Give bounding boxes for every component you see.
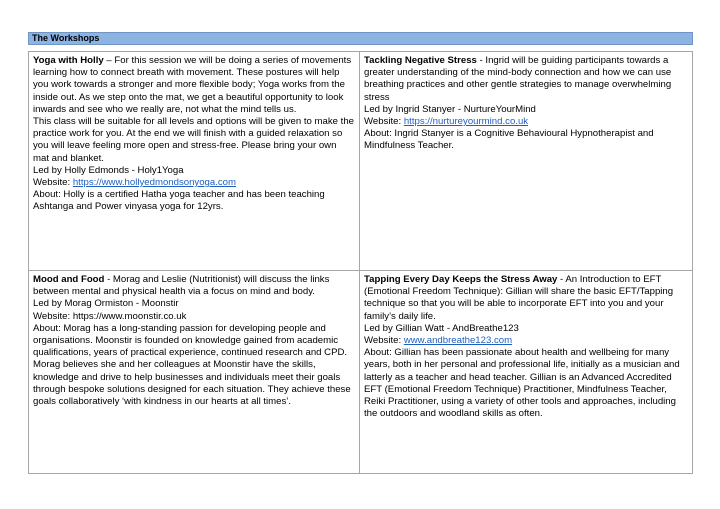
table-row — [29, 52, 693, 271]
workshop-led-by: Led by Holly Edmonds - Holy1Yoga — [33, 164, 184, 176]
workshop-about: About: Ingrid Stanyer is a Cognitive Behavioural Hypnotherapist and Mindfulness Teacher. — [364, 128, 654, 152]
workshop-led-by: Led by Morag Ormiston - Moonstir — [33, 298, 179, 310]
workshop-about: About: Holly is a certified Hatha yoga teacher and has been teaching Ashtanga and Power vinyasa yoga for 12yrs. — [33, 189, 325, 213]
workshop-about: About: Morag has a long-standing passion for developing people and organisations. Moonstir is founded on knowledge gained from academic qualifications, years of practical experience, continued research and CPD. Morag believes she and her colleagues at Moonstir have the skills, knowledge and drive to help businesses and individuals meet their goals through bespoke solutions designed for each situation. They achieve these goals collaboratively ‘with kindness in our hearts at all times’. — [33, 322, 351, 408]
workshop-title: Mood and Food — [33, 274, 105, 285]
website-link[interactable]: www.andbreathe123.com — [403, 335, 513, 347]
workshop-extra: This class will be suitable for all levels and options will be given to make the practice work for you. At the end we will finish with a guided relaxation so you will leave feeling more open and stress-free. Please bring your own mat and blanket. — [33, 116, 355, 164]
workshop-intro: - Ingrid will be guiding participants towards a greater understanding of the mind-body connection and how we can use breathing practices and other gentle strategies to manage overwhelming stress — [364, 55, 672, 103]
workshop-title: Tapping Every Day Keeps the Stress Away — [364, 274, 558, 285]
workshop-led-by: Led by Ingrid Stanyer - NurtureYourMind — [364, 103, 536, 115]
workshop-cell-yoga — [29, 52, 360, 271]
website-label: Website: — [33, 177, 73, 189]
workshop-intro: - An Introduction to EFT (Emotional Freedom Technique): Gillian will share the basic EFT/Tapping technique so that you will be able to incorporate EFT into you and your family’s daily life. — [364, 274, 674, 322]
website-label: Website: — [364, 335, 404, 347]
section-title: The Workshops — [32, 33, 100, 43]
workshop-cell-tapping — [360, 271, 693, 474]
workshop-title: Yoga with Holly — [33, 55, 104, 66]
workshop-title: Tackling Negative Stress — [364, 55, 477, 66]
workshop-intro: – For this session we will be doing a series of movements learning how to connect breath with movement. These postures will help you work towards a stronger and more flexible body; Yoga works from the inside out. As we step onto the mat, we get a beautiful opportunity to look inwards and see who we really are, not what the mind tells us. — [33, 55, 352, 115]
workshop-cell-negative-stress — [360, 52, 693, 271]
workshops-table — [28, 51, 693, 474]
website-link[interactable]: https://nurtureyourmind.co.uk — [403, 116, 529, 128]
website-text: https://www.moonstir.co.uk — [72, 310, 187, 322]
website-label: Website: — [33, 310, 73, 322]
workshop-cell-mood-food — [29, 271, 360, 474]
website-link[interactable]: https://www.hollyedmondsonyoga.com — [72, 177, 237, 189]
section-header-bar — [28, 32, 693, 45]
workshop-led-by: Led by Gillian Watt - AndBreathe123 — [364, 322, 519, 334]
workshop-about: About: Gillian has been passionate about health and wellbeing for many years, both in her personal and professional life, initially as a musician and latterly as a teacher and head teacher. Gillian is an Advanced Accredited EFT (Emotional Freedom Technique) Practitioner, Mindfulness Teacher, Reiki Practitioner, using a variety of other tools and approaches, including the outdoors and woodland skills as often. — [364, 347, 680, 420]
workshop-intro: - Morag and Leslie (Nutritionist) will discuss the links between mental and physical health via a focus on mind and body. — [33, 274, 330, 298]
table-row — [29, 271, 693, 474]
website-label: Website: — [364, 116, 404, 128]
